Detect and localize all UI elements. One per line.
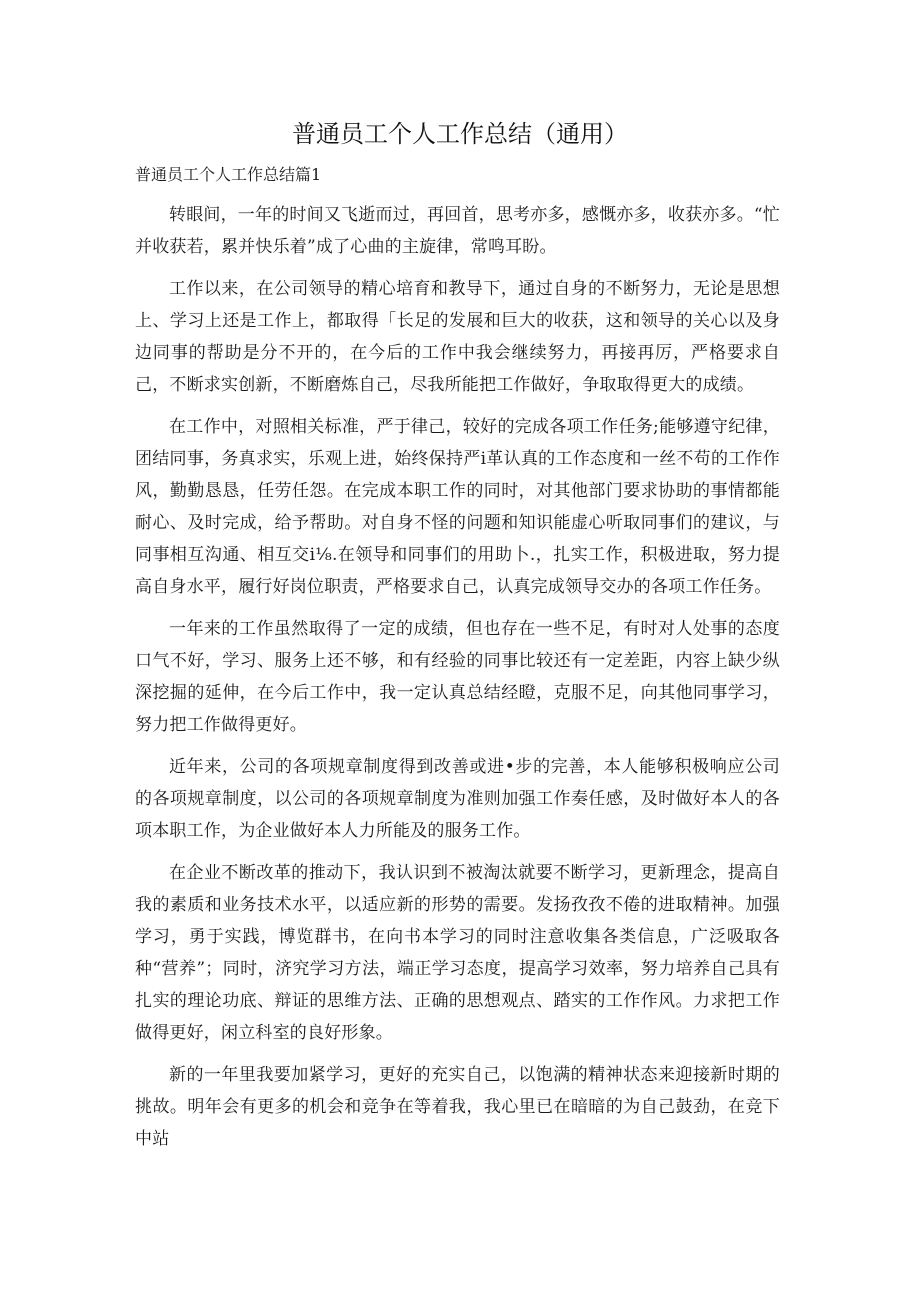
section-title: 普通员工个人工作总结篇1 [135,165,322,184]
document-title: 普通员工个人工作总结（通用） [292,120,628,148]
paragraph-5: 近年来，公司的各项规章制度得到改善或进•步的完善，本人能够积极响应公司的各项规章制度，以公司的各项规章制度为准则加强工作奏任感，及时做好本人的各项本职工作，为企业做好本人力所能及的服务工作。 [135,757,780,841]
paragraph-7: 新的一年里我要加紧学习，更好的充实自己，以饱满的精神状态来迎接新时期的挑故。明年会有更多的机会和竞争在等着我，我心里已在暗暗的为自己鼓劲，在竞下中站 [135,1065,780,1149]
paragraph-6: 在企业不断改革的推动下，我认识到不被淘汰就要不断学习，更新理念，提高自我的素质和业务技术水平，以适应新的形势的需要。发扬孜孜不倦的进取精神。加强学习，勇于实践，博览群书，在向书本学习的同时注意收集各类信息，广泛吸取各种“营养”；同时，济究学习方法，端正学习态度，提高学习效率，努力培养自己具有扎实的理论功底、辩证的思维方法、正确的思想观点、踏实的工作作风。力求把工作做得更好，闲立科室的良好形象。 [135,863,780,1043]
paragraph-1: 转眼间，一年的时间又飞逝而过，再回首，思考亦多，感慨亦多，收获亦多。“忙并收获若，累并快乐着”成了心曲的主旋律，常鸣耳盼。 [135,205,780,257]
paragraph-4: 一年来的工作虽然取得了一定的成绩，但也存在一些不足，有时对人处事的态度口气不好，学习、服务上还不够，和有经验的同事比较还有一定差距，内容上缺少纵深挖掘的延伸，在今后工作中，我一定认真总结经瞪，克服不足，向其他同事学习，努力把工作做得更好。 [135,619,780,735]
document-body [135,199,780,1165]
paragraph-2: 工作以来，在公司领导的精心培育和教导下，通过自身的不断努力，无论是思想上、学习上还是工作上，都取得「长足的发展和巨大的收获，这和领导的关心以及身边同事的帮助是分不开的，在今后的工作中我会继续努力，再接再厉，严格要求自己，不断求实创新，不断磨炼自己，尽我所能把工作做好，争取取得更大的成绩。 [135,279,780,395]
paragraph-3: 在工作中，对照相关标准，严于律己，较好的完成各项工作任务;能够遵守纪律，团结同事，务真求实，乐观上进，始终保持严i革认真的工作态度和一丝不苟的工作作风，勤勤恳恳，任劳任怨。在完成本职工作的同时，对其他部门要求协助的事情都能耐心、及时完成，给予帮助。对自身不怪的问题和知识能虚心听取同事们的建议，与同事相互沟通、相互交i⅛.在领导和同事们的用助卜.，扎实工作，积极进取，努力提高自身水平，履行好岗位职责，严格要求自己，认真完成领导交办的各项工作任务。 [135,417,780,597]
